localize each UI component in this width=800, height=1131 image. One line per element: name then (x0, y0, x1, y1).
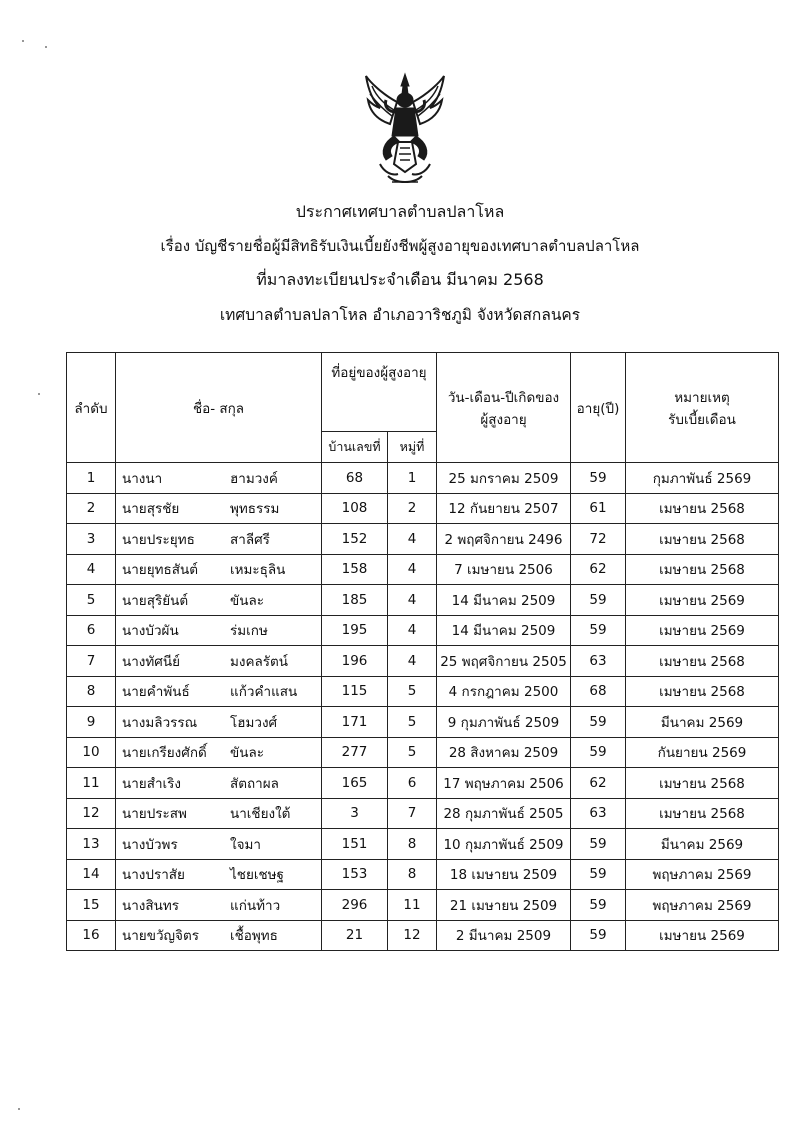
row-no: 14 (67, 859, 116, 890)
row-house-no: 165 (322, 768, 388, 799)
row-age: 59 (571, 890, 626, 921)
first-name: นายสุรชัย (122, 501, 180, 518)
table-row (67, 768, 779, 799)
row-dob: 28 กุมภาพันธ์ 2505 (437, 798, 571, 829)
row-house-no: 3 (322, 798, 388, 829)
row-age: 59 (571, 859, 626, 890)
last-name: ขันละ (230, 592, 264, 609)
row-moo: 4 (388, 585, 437, 616)
row-name (116, 585, 322, 616)
first-name: นายประยุทธ (122, 531, 195, 548)
row-dob: 9 กุมภาพันธ์ 2509 (437, 707, 571, 738)
row-moo: 1 (388, 463, 437, 494)
row-moo: 4 (388, 646, 437, 677)
row-house-no: 115 (322, 676, 388, 707)
row-moo: 2 (388, 493, 437, 524)
row-moo: 8 (388, 829, 437, 860)
last-name: ฮามวงค์ (230, 470, 278, 487)
row-name (116, 646, 322, 677)
row-no: 6 (67, 615, 116, 646)
header-remark (626, 353, 779, 463)
header-age: อายุ(ปี) (571, 353, 626, 463)
row-house-no: 171 (322, 707, 388, 738)
beneficiary-table (66, 352, 779, 951)
row-moo: 5 (388, 737, 437, 768)
header-name: ชื่อ- สกุล (116, 353, 322, 463)
table-row (67, 585, 779, 616)
row-house-no: 68 (322, 463, 388, 494)
row-remark: เมษายน 2569 (626, 585, 779, 616)
table-row (67, 646, 779, 677)
garuda-emblem-icon (362, 72, 448, 190)
header-remark-line1: หมายเหตุ (674, 389, 730, 406)
first-name: นายยุทธสันต์ (122, 562, 199, 579)
table-row (67, 615, 779, 646)
row-name (116, 890, 322, 921)
row-remark: เมษายน 2568 (626, 798, 779, 829)
row-remark: เมษายน 2568 (626, 768, 779, 799)
header-no: ลำดับ (67, 353, 116, 463)
row-remark: กันยายน 2569 (626, 737, 779, 768)
row-remark: มีนาคม 2569 (626, 829, 779, 860)
row-dob: 17 พฤษภาคม 2506 (437, 768, 571, 799)
row-remark: กุมภาพันธ์ 2569 (626, 463, 779, 494)
row-dob: 28 สิงหาคม 2509 (437, 737, 571, 768)
row-house-no: 153 (322, 859, 388, 890)
row-moo: 4 (388, 554, 437, 585)
row-remark: เมษายน 2568 (626, 524, 779, 555)
last-name: ใจมา (230, 836, 261, 853)
first-name: นายสุริยันต์ (122, 592, 189, 609)
row-moo: 6 (388, 768, 437, 799)
header-remark-line2: รับเบี้ยเดือน (668, 411, 736, 428)
row-moo: 12 (388, 920, 437, 951)
row-dob: 12 กันยายน 2507 (437, 493, 571, 524)
table-row (67, 737, 779, 768)
row-house-no: 21 (322, 920, 388, 951)
table-row (67, 890, 779, 921)
row-age: 61 (571, 493, 626, 524)
row-name (116, 463, 322, 494)
row-dob: 2 พฤศจิกายน 2496 (437, 524, 571, 555)
row-dob: 10 กุมภาพันธ์ 2509 (437, 829, 571, 860)
row-house-no: 151 (322, 829, 388, 860)
row-house-no: 196 (322, 646, 388, 677)
row-dob: 18 เมษายน 2509 (437, 859, 571, 890)
last-name: นาเชียงใต้ (230, 806, 291, 823)
row-age: 62 (571, 554, 626, 585)
row-age: 59 (571, 920, 626, 951)
first-name: นางนา (122, 470, 163, 487)
row-no: 1 (67, 463, 116, 494)
row-name (116, 676, 322, 707)
last-name: โฮมวงศ์ (230, 714, 278, 731)
table-row (67, 554, 779, 585)
table-row (67, 707, 779, 738)
row-house-no: 296 (322, 890, 388, 921)
row-no: 13 (67, 829, 116, 860)
row-no: 2 (67, 493, 116, 524)
row-house-no: 108 (322, 493, 388, 524)
row-name (116, 920, 322, 951)
last-name: ขันละ (230, 745, 264, 762)
header-dob (437, 353, 571, 463)
row-age: 59 (571, 707, 626, 738)
row-dob: 7 เมษายน 2506 (437, 554, 571, 585)
header-dob-line2: ผู้สูงอายุ (480, 411, 527, 428)
row-remark: พฤษภาคม 2569 (626, 890, 779, 921)
table-row (67, 463, 779, 494)
table-row (67, 493, 779, 524)
row-age: 72 (571, 524, 626, 555)
scan-speck (18, 1108, 20, 1110)
row-remark: พฤษภาคม 2569 (626, 859, 779, 890)
row-house-no: 152 (322, 524, 388, 555)
row-name (116, 737, 322, 768)
row-no: 8 (67, 676, 116, 707)
registration-period: ที่มาลงทะเบียนประจำเดือน มีนาคม 2568 (256, 270, 544, 289)
row-remark: เมษายน 2569 (626, 615, 779, 646)
row-age: 63 (571, 798, 626, 829)
scan-speck (22, 40, 24, 42)
first-name: นายสำเริง (122, 775, 181, 792)
row-dob: 14 มีนาคม 2509 (437, 615, 571, 646)
row-no: 10 (67, 737, 116, 768)
row-name (116, 829, 322, 860)
row-moo: 8 (388, 859, 437, 890)
row-age: 68 (571, 676, 626, 707)
row-name (116, 554, 322, 585)
row-age: 59 (571, 463, 626, 494)
table-row (67, 859, 779, 890)
last-name: พุทธรรม (230, 501, 280, 518)
first-name: นางบัวพร (122, 836, 178, 853)
municipality-location: เทศบาลตำบลปลาโหล อำเภอวาริชภูมิ จังหวัดสกลนคร (219, 306, 581, 324)
row-name (116, 615, 322, 646)
first-name: นายคำพันธ์ (122, 684, 190, 701)
row-house-no: 195 (322, 615, 388, 646)
row-moo: 5 (388, 707, 437, 738)
row-name (116, 859, 322, 890)
table-row (67, 920, 779, 951)
row-name (116, 798, 322, 829)
announcement-title: ประกาศเทศบาลตำบลปลาโหล (295, 202, 505, 221)
row-name (116, 493, 322, 524)
row-no: 4 (67, 554, 116, 585)
row-remark: มีนาคม 2569 (626, 707, 779, 738)
row-remark: เมษายน 2569 (626, 920, 779, 951)
row-house-no: 277 (322, 737, 388, 768)
row-remark: เมษายน 2568 (626, 554, 779, 585)
row-moo: 4 (388, 615, 437, 646)
table-row (67, 676, 779, 707)
header-house-no: บ้านเลขที่ (322, 432, 388, 463)
last-name: เชื้อพุทธ (230, 928, 278, 945)
table-body (67, 463, 779, 951)
row-dob: 25 มกราคม 2509 (437, 463, 571, 494)
row-no: 12 (67, 798, 116, 829)
row-age: 62 (571, 768, 626, 799)
first-name: นางบัวผัน (122, 623, 179, 640)
first-name: นายประสพ (122, 806, 187, 823)
first-name: นายขวัญจิตร (122, 928, 199, 945)
last-name: สาลีศรี (230, 531, 270, 548)
row-dob: 2 มีนาคม 2509 (437, 920, 571, 951)
row-age: 59 (571, 585, 626, 616)
table-row (67, 829, 779, 860)
scan-speck (38, 393, 40, 395)
row-age: 59 (571, 829, 626, 860)
last-name: แก่นท้าว (230, 897, 281, 914)
first-name: นางทัศนีย์ (122, 653, 181, 670)
row-remark: เมษายน 2568 (626, 676, 779, 707)
row-no: 15 (67, 890, 116, 921)
row-age: 63 (571, 646, 626, 677)
row-dob: 4 กรกฎาคม 2500 (437, 676, 571, 707)
first-name: นางมลิวรรณ (122, 714, 198, 731)
row-dob: 21 เมษายน 2509 (437, 890, 571, 921)
row-no: 7 (67, 646, 116, 677)
row-moo: 11 (388, 890, 437, 921)
row-dob: 25 พฤศจิกายน 2505 (437, 646, 571, 677)
row-name (116, 707, 322, 738)
first-name: นายเกรียงศักดิ์ (122, 745, 207, 762)
last-name: มงคลรัตน์ (230, 653, 289, 670)
row-name (116, 524, 322, 555)
row-no: 5 (67, 585, 116, 616)
header-moo: หมู่ที่ (388, 432, 437, 463)
row-house-no: 185 (322, 585, 388, 616)
last-name: สัตถาผล (230, 775, 279, 792)
row-moo: 7 (388, 798, 437, 829)
row-moo: 5 (388, 676, 437, 707)
scan-speck (45, 46, 47, 48)
announcement-subject: เรื่อง บัญชีรายชื่อผู้มีสิทธิรับเงินเบี้ยยังชีพผู้สูงอายุของเทศบาลตำบลปลาโหล (160, 237, 640, 255)
table-row (67, 798, 779, 829)
row-house-no: 158 (322, 554, 388, 585)
first-name: นางปราสัย (122, 867, 185, 884)
row-no: 3 (67, 524, 116, 555)
row-age: 59 (571, 737, 626, 768)
last-name: เหมะธุลิน (230, 562, 286, 579)
row-no: 9 (67, 707, 116, 738)
header-address: ที่อยู่ของผู้สูงอายุ (322, 353, 437, 432)
last-name: แก้วคำแสน (230, 684, 298, 701)
table-row (67, 524, 779, 555)
row-remark: เมษายน 2568 (626, 646, 779, 677)
row-moo: 4 (388, 524, 437, 555)
last-name: ไชยเชษฐ (230, 867, 284, 884)
row-no: 11 (67, 768, 116, 799)
first-name: นางสินทร (122, 897, 180, 914)
header-dob-line1: วัน-เดือน-ปีเกิดของ (447, 389, 560, 406)
row-name (116, 768, 322, 799)
row-dob: 14 มีนาคม 2509 (437, 585, 571, 616)
last-name: ร่มเกษ (230, 623, 268, 640)
row-age: 59 (571, 615, 626, 646)
row-remark: เมษายน 2568 (626, 493, 779, 524)
row-no: 16 (67, 920, 116, 951)
